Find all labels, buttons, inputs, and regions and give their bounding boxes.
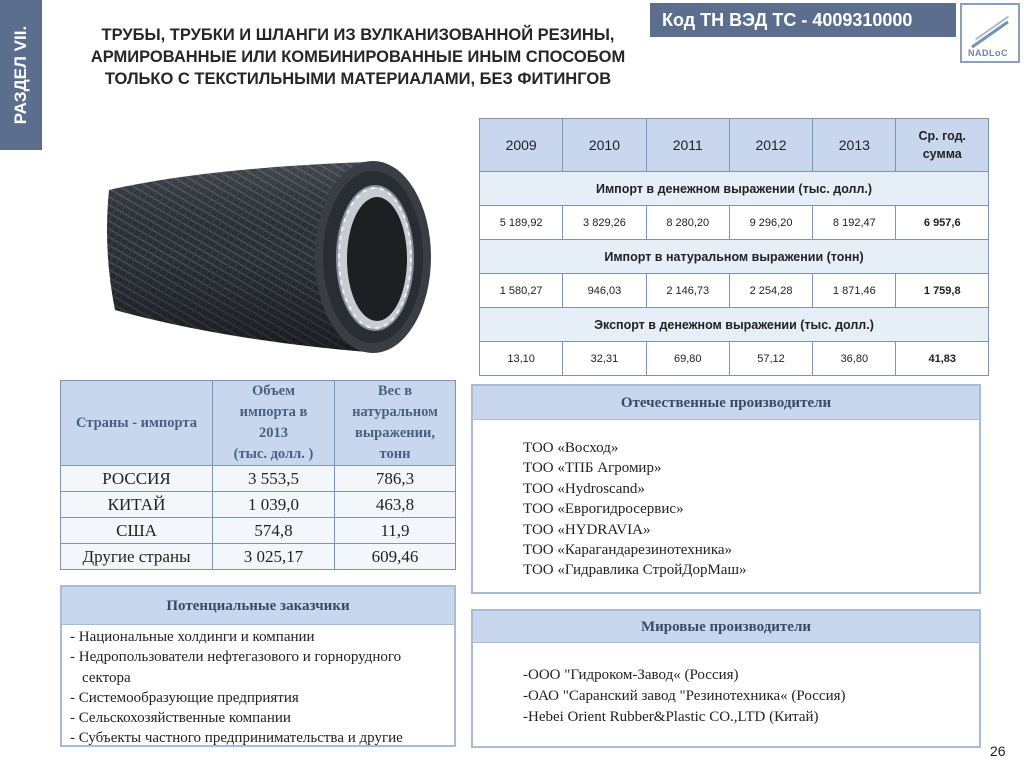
value-cell: 13,10 [480, 342, 563, 376]
country-volume: 1 039,0 [213, 492, 335, 518]
title-line: АРМИРОВАННЫЕ ИЛИ КОМБИНИРОВАННЫЕ ИНЫМ СПОСОБОМ [90, 48, 626, 66]
list-item: - Субъекты частного предпринимательства и другие [70, 730, 403, 747]
value-cell: 1 871,46 [813, 274, 896, 308]
volume-header-line: Объем [252, 383, 295, 399]
value-cell: 57,12 [729, 342, 812, 376]
title-line: ТРУБЫ, ТРУБКИ И ШЛАНГИ ИЗ ВУЛКАНИЗОВАННОЙ РЕЗИНЫ, [101, 26, 615, 44]
panel-body [473, 643, 979, 728]
value-cell: 2 254,28 [729, 274, 812, 308]
country-volume: 574,8 [213, 518, 335, 544]
country-volume: 3 025,17 [213, 544, 335, 570]
list-item: -Hebei Orient Rubber&Plastic CO.,LTD (Китай) [523, 709, 819, 725]
weight-header-line: тонн [379, 446, 411, 462]
value-cell: 2 146,73 [646, 274, 729, 308]
logo [960, 3, 1020, 63]
year-cell: 2009 [480, 119, 563, 172]
section-title: Импорт в денежном выражении (тыс. долл.) [480, 172, 989, 206]
hs-code-label: Код ТН ВЭД ТС - 4009310000 [662, 10, 913, 30]
year-header-row [480, 119, 989, 172]
hose-image [105, 150, 475, 370]
country-weight: 463,8 [335, 492, 456, 518]
weight-header-line: выражении, [355, 425, 435, 441]
value-cell: 8 192,47 [813, 206, 896, 240]
weight-header-line: Вес в [377, 383, 413, 399]
year-cell: 2011 [646, 119, 729, 172]
volume-header-line: 2013 [259, 425, 288, 441]
trade-stats-table [479, 118, 989, 376]
rubber-hose-icon [105, 150, 475, 370]
volume-header-line: импорта в [239, 404, 308, 420]
value-cell: 3 829,26 [563, 206, 646, 240]
countries-header-row [61, 381, 456, 466]
country-name: Другие страны [61, 544, 213, 570]
weight-header-line: натуральном [352, 404, 438, 420]
list-item: - Сельскохозяйственные компании [70, 710, 291, 727]
title-line: ТОЛЬКО С ТЕКСТИЛЬНЫМИ МАТЕРИАЛАМИ, БЕЗ ФИТИНГОВ [104, 70, 612, 88]
domestic-producers-panel [471, 384, 981, 594]
list-item: - Системообразующие предприятия [70, 689, 299, 706]
country-weight: 609,46 [335, 544, 456, 570]
list-item: ТОО «Восход» [523, 440, 619, 456]
value-cell: 32,31 [563, 342, 646, 376]
page-number: 26 [990, 743, 1006, 759]
import-countries-table [60, 380, 456, 570]
country-volume: 3 553,5 [213, 466, 335, 492]
list-item: - Национальные холдинги и компании [70, 629, 315, 645]
table-row [61, 492, 456, 518]
page-title [68, 24, 648, 90]
table-row [61, 466, 456, 492]
volume-header [213, 381, 335, 466]
list-item: сектора [82, 669, 131, 686]
section-title-row [480, 240, 989, 274]
avg-cell: 6 957,6 [896, 206, 989, 240]
avg-label-line: сумма [922, 147, 962, 161]
world-producers-panel [471, 609, 981, 748]
hs-code-box [650, 3, 956, 37]
list-item: - Недропользователи нефтегазового и горнорудного [70, 649, 402, 666]
values-row [480, 206, 989, 240]
section-title-row [480, 308, 989, 342]
section-label: РАЗДЕЛ VII. [11, 25, 30, 125]
country-name: КИТАЙ [61, 492, 213, 518]
avg-cell: 1 759,8 [896, 274, 989, 308]
values-row [480, 342, 989, 376]
potential-customers-panel [60, 585, 456, 747]
list-item: -ООО "Гидроком-Завод« (Россия) [523, 667, 739, 683]
value-cell: 5 189,92 [480, 206, 563, 240]
country-name: РОССИЯ [61, 466, 213, 492]
country-weight: 11,9 [335, 518, 456, 544]
list-item: ТОО «HYDRAVIA» [523, 521, 651, 538]
table-row [61, 518, 456, 544]
country-header: Страны - импорта [61, 381, 213, 466]
value-cell: 69,80 [646, 342, 729, 376]
value-cell: 946,03 [563, 274, 646, 308]
panel-body [62, 625, 454, 749]
values-row [480, 274, 989, 308]
list-item: ТОО «Еврогидросервис» [523, 501, 684, 518]
avg-cell: 41,83 [896, 342, 989, 376]
weight-header [335, 381, 456, 466]
section-title: Импорт в натуральном выражении (тонн) [480, 240, 989, 274]
list-item: ТОО «ТПБ Агромир» [523, 460, 662, 477]
country-name: США [61, 518, 213, 544]
volume-header-line: (тыс. долл. ) [233, 446, 314, 462]
panel-title: Отечественные производители [473, 386, 979, 420]
panel-title: Мировые производители [473, 611, 979, 643]
value-cell: 8 280,20 [646, 206, 729, 240]
year-cell: 2013 [813, 119, 896, 172]
section-title-row [480, 172, 989, 206]
value-cell: 36,80 [813, 342, 896, 376]
avg-label-line: Ср. год. [918, 129, 966, 143]
country-weight: 786,3 [335, 466, 456, 492]
year-cell: 2012 [729, 119, 812, 172]
list-item: ТОО «Hydroscand» [523, 480, 645, 497]
section-sidebar [0, 0, 42, 150]
panel-title: Потенциальные заказчики [62, 587, 454, 625]
list-item: ТОО «Гидравлика СтройДорМаш» [523, 562, 747, 579]
value-cell: 1 580,27 [480, 274, 563, 308]
logo-text: NADLoC [968, 48, 1008, 58]
list-item: -ОАО "Саранский завод "Резинотехника« (Россия) [523, 688, 846, 704]
value-cell: 9 296,20 [729, 206, 812, 240]
year-cell: 2010 [563, 119, 646, 172]
list-item: ТОО «Карагандарезинотехника» [523, 542, 733, 559]
section-title: Экспорт в денежном выражении (тыс. долл.) [480, 308, 989, 342]
avg-header [896, 119, 989, 172]
panel-body [473, 420, 979, 581]
table-row [61, 544, 456, 570]
